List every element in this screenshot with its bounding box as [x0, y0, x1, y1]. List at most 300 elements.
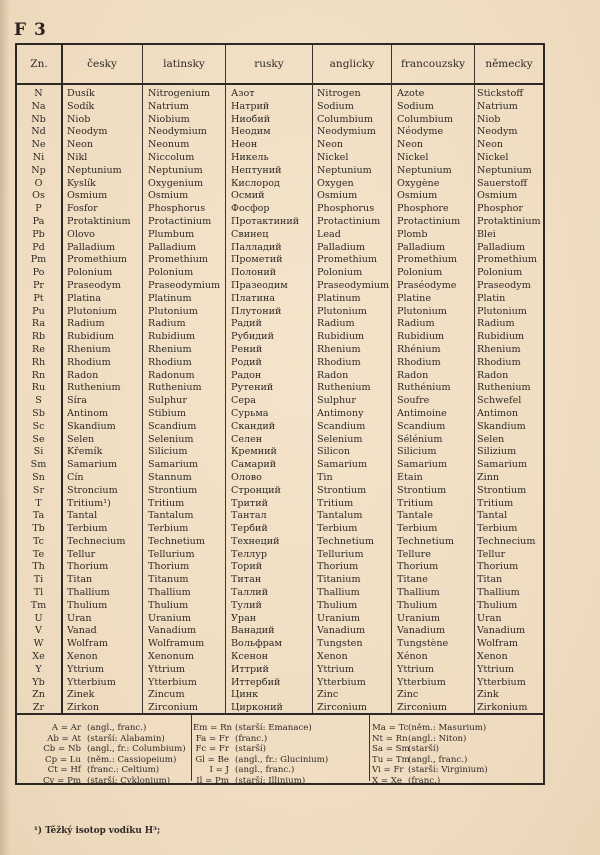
cell-czech: Křemík	[67, 446, 103, 458]
legend-note: (angl., franc.)	[408, 754, 468, 765]
cell-german: Radon	[477, 369, 509, 381]
cell-english: Sodium	[317, 100, 354, 112]
cell-symbol: Ne	[31, 139, 46, 151]
cell-latin: Tantalum	[148, 510, 194, 522]
cell-czech: Stroncium	[67, 484, 118, 496]
cell-symbol: Ni	[32, 151, 45, 163]
table-row	[17, 267, 543, 280]
cell-russian: Цирконий	[231, 702, 283, 714]
cell-czech: Promethium	[67, 254, 127, 266]
legend-note: (angl., franc.)	[235, 765, 295, 775]
cell-czech: Ruthenium	[67, 382, 121, 394]
legend-item	[193, 744, 328, 755]
cell-french: Ytterbium	[397, 676, 446, 688]
table-row	[17, 421, 543, 434]
legend-note: (starší: Alabamin)	[87, 733, 165, 744]
cell-symbol: Te	[32, 548, 45, 560]
cell-symbol: Xe	[32, 651, 45, 663]
cell-czech: Thorium	[67, 561, 109, 573]
cell-english: Titanium	[317, 574, 361, 586]
cell-czech: Rhenium	[67, 343, 111, 355]
cell-symbol: Y	[35, 663, 42, 675]
cell-czech: Samarium	[67, 459, 118, 471]
legend-note: (starší: Illinium)	[235, 775, 306, 786]
cell-latin: Terbium	[148, 523, 189, 535]
cell-latin: Phosphorus	[148, 203, 206, 215]
cell-german: Neptunium	[477, 164, 532, 176]
cell-french: Zirconium	[397, 702, 447, 714]
cell-russian: Самарий	[231, 459, 277, 471]
cell-english: Palladium	[317, 241, 366, 253]
cell-french: Tantale	[397, 510, 433, 522]
cell-french: Zinc	[397, 689, 419, 701]
legend-item	[193, 723, 328, 734]
legend-item	[17, 734, 186, 745]
cell-symbol: Se	[32, 433, 45, 445]
cell-english: Neon	[317, 139, 344, 151]
cell-french: Titane	[397, 574, 428, 586]
table-row	[17, 587, 543, 600]
cell-french: Tritium	[397, 497, 434, 509]
legend-note: (franc.)	[235, 733, 268, 744]
cell-latin: Thorium	[148, 561, 190, 573]
legend-item	[17, 723, 186, 734]
cell-english: Oxygen	[317, 177, 354, 189]
cell-latin: Plutonium	[148, 305, 198, 317]
cell-german: Stickstoff	[477, 88, 524, 99]
cell-symbol: Nd	[31, 126, 46, 138]
cell-russian: Азот	[231, 88, 255, 99]
cell-czech: Neon	[67, 139, 94, 151]
cell-german: Zink	[477, 689, 499, 701]
cell-czech: Terbium	[67, 523, 108, 535]
cell-german: Tritium	[477, 497, 514, 509]
cell-german: Schwefel	[477, 395, 522, 407]
cell-latin: Zincum	[148, 689, 185, 701]
cell-symbol: Si	[33, 446, 44, 458]
table-row	[17, 638, 543, 651]
cell-latin: Strontium	[148, 484, 198, 496]
cell-german: Praseodym	[477, 279, 531, 291]
legend-item	[372, 765, 488, 776]
cell-french: Uranium	[397, 612, 440, 624]
cell-symbol: T	[35, 497, 42, 509]
cell-german: Radium	[477, 318, 515, 330]
legend-equivalence: X = Xe	[372, 775, 402, 786]
cell-czech: Tellur	[67, 548, 96, 560]
cell-symbol: Ra	[31, 318, 46, 330]
cell-english: Radium	[317, 318, 355, 330]
cell-russian: Натрий	[231, 100, 270, 112]
cell-german: Ytterbium	[477, 676, 526, 688]
legend-column	[372, 723, 488, 786]
cell-german: Skandium	[477, 420, 526, 432]
cell-german: Nickel	[477, 151, 509, 163]
cell-latin: Rubidium	[148, 331, 196, 343]
cell-czech: Fosfor	[67, 203, 98, 215]
cell-russian: Радон	[231, 369, 262, 381]
cell-english: Nickel	[317, 151, 349, 163]
legend-equivalence: Cy = Pm	[42, 775, 81, 786]
legend-divider	[191, 715, 192, 781]
cell-german: Thallium	[477, 587, 520, 599]
cell-czech: Cín	[67, 471, 84, 483]
cell-french: Oxygène	[397, 177, 440, 189]
cell-symbol: Pd	[32, 241, 45, 253]
cell-symbol: Np	[31, 164, 46, 176]
header-russian: rusky	[254, 58, 284, 70]
cell-latin: Stannum	[148, 471, 192, 483]
cell-russian: Вольфрам	[231, 638, 282, 650]
cell-latin: Thulium	[148, 599, 189, 611]
cell-latin: Natrium	[148, 100, 189, 112]
legend-item	[193, 755, 328, 766]
legend-equivalence: Vi = Fr	[372, 765, 404, 775]
cell-english: Radon	[317, 369, 349, 381]
cell-german: Palladium	[477, 241, 526, 253]
legend-equivalence: A = Ar	[51, 723, 81, 733]
cell-german: Niob	[477, 113, 501, 125]
cell-english: Yttrium	[317, 663, 354, 675]
cell-french: Columbium	[397, 113, 453, 125]
cell-english: Thorium	[317, 561, 359, 573]
cell-latin: Ruthenium	[148, 382, 202, 394]
table-row	[17, 165, 543, 178]
cell-english: Samarium	[317, 459, 368, 471]
cell-french: Neon	[397, 139, 424, 151]
symbol-legend	[17, 715, 543, 786]
cell-symbol: Na	[31, 100, 46, 112]
cell-russian: Рубидий	[231, 331, 274, 343]
legend-note: (angl., fr.: Columbium)	[87, 744, 186, 754]
cell-french: Protactinium	[397, 215, 461, 227]
cell-symbol: Tc	[32, 535, 45, 547]
cell-symbol: O	[34, 177, 43, 189]
cell-latin: Tritium	[148, 497, 185, 509]
cell-latin: Thallium	[148, 587, 191, 599]
cell-english: Tellurium	[317, 548, 364, 560]
cell-czech: Rubidium	[67, 331, 115, 343]
cell-russian: Свинец	[231, 228, 269, 240]
cell-symbol: Po	[32, 267, 45, 279]
cell-english: Strontium	[317, 484, 367, 496]
table-row	[17, 203, 543, 216]
cell-symbol: Ta	[32, 510, 45, 522]
cell-french: Radium	[397, 318, 435, 330]
cell-russian: Полоний	[231, 267, 277, 279]
cell-russian: Радий	[231, 318, 262, 330]
cell-russian: Стронций	[231, 484, 281, 496]
table-row	[17, 229, 543, 242]
cell-french: Palladium	[397, 241, 446, 253]
cell-symbol: Re	[32, 343, 45, 355]
cell-latin: Niobium	[148, 113, 190, 125]
cell-german: Platin	[477, 292, 506, 304]
cell-czech: Skandium	[67, 420, 116, 432]
legend-note: (angl., franc.)	[87, 723, 147, 733]
cell-symbol: Rb	[31, 331, 46, 343]
legend-equivalence: Tu = Tm	[372, 754, 410, 765]
cell-english: Uranium	[317, 612, 360, 624]
cell-symbol: Sm	[30, 459, 47, 471]
cell-symbol: Sb	[32, 407, 45, 419]
cell-english: Zinc	[317, 689, 339, 701]
cell-czech: Neodym	[67, 126, 108, 138]
table-row	[17, 382, 543, 395]
cell-czech: Radium	[67, 318, 105, 330]
cell-latin: Plumbum	[148, 228, 195, 240]
legend-item	[193, 765, 328, 776]
legend-item	[193, 734, 328, 745]
table-row	[17, 101, 543, 114]
cell-czech: Thallium	[67, 587, 110, 599]
legend-note: (něm.: Cassiopeium)	[87, 754, 177, 765]
cell-symbol: Nb	[31, 113, 46, 125]
cell-german: Vanadium	[477, 625, 526, 637]
legend-item	[372, 755, 488, 766]
cell-latin: Sulphur	[148, 395, 187, 407]
cell-french: Radon	[397, 369, 429, 381]
cell-french: Polonium	[397, 267, 443, 279]
cell-russian: Тантал	[231, 510, 267, 522]
cell-english: Ruthenium	[317, 382, 371, 394]
cell-symbol: Sr	[32, 484, 45, 496]
cell-german: Rubidium	[477, 331, 525, 343]
cell-symbol: Pu	[32, 305, 45, 317]
cell-czech: Kyslík	[67, 177, 96, 189]
cell-german: Tantal	[477, 510, 508, 522]
cell-french: Terbium	[397, 523, 438, 535]
cell-symbol: Pr	[32, 279, 45, 291]
table-header	[17, 45, 543, 85]
cell-czech: Praseodym	[67, 279, 121, 291]
cell-english: Selenium	[317, 433, 363, 445]
table-row	[17, 613, 543, 626]
table-row	[17, 485, 543, 498]
cell-english: Promethium	[317, 254, 377, 266]
table-row	[17, 370, 543, 383]
table-row	[17, 434, 543, 447]
cell-czech: Zirkon	[67, 702, 100, 714]
cell-symbol: S	[35, 395, 42, 407]
cell-french: Antimoine	[397, 407, 447, 419]
table-row	[17, 216, 543, 229]
cell-english: Praseodymium	[317, 279, 390, 291]
legend-note: (franc.: Celtium)	[87, 765, 160, 775]
cell-symbol: Pb	[32, 228, 45, 240]
cell-symbol: Sn	[32, 471, 45, 483]
cell-symbol: Ru	[31, 382, 46, 394]
cell-latin: Neonum	[148, 139, 190, 151]
cell-english: Nitrogen	[317, 88, 361, 99]
legend-equivalence: Fa = Fr	[195, 733, 229, 744]
cell-latin: Promethium	[148, 254, 208, 266]
cell-french: Yttrium	[397, 663, 434, 675]
cell-german: Thorium	[477, 561, 519, 573]
header-french: francouzsky	[400, 58, 466, 70]
table-row	[17, 561, 543, 574]
header-latin: latinsky	[163, 58, 205, 70]
table-row	[17, 293, 543, 306]
cell-russian: Плутоний	[231, 305, 282, 317]
table-row	[17, 408, 543, 421]
cell-german: Selen	[477, 433, 505, 445]
cell-french: Samarium	[397, 459, 448, 471]
cell-english: Neodymium	[317, 126, 376, 138]
cell-french: Xénon	[397, 651, 428, 663]
cell-czech: Plutonium	[67, 305, 117, 317]
cell-latin: Nitrogenium	[148, 88, 211, 99]
legend-divider	[369, 715, 370, 781]
cell-french: Rhénium	[397, 343, 441, 355]
cell-french: Praséodyme	[397, 279, 457, 291]
cell-russian: Сурьма	[231, 407, 269, 419]
table-row	[17, 651, 543, 664]
cell-latin: Samarium	[148, 459, 199, 471]
cell-russian: Неодим	[231, 126, 271, 138]
cell-symbol: Rn	[31, 369, 46, 381]
cell-german: Ruthenium	[477, 382, 531, 394]
table-row	[17, 331, 543, 344]
cell-english: Antimony	[317, 407, 364, 419]
cell-latin: Osmium	[148, 190, 189, 202]
cell-german: Rhodium	[477, 356, 521, 368]
cell-latin: Wolframum	[148, 638, 205, 650]
cell-english: Lead	[317, 228, 341, 240]
cell-english: Rhodium	[317, 356, 361, 368]
cell-czech: Yttrium	[67, 663, 104, 675]
cell-symbol: Os	[32, 190, 45, 202]
cell-french: Azote	[397, 88, 425, 99]
cell-symbol: W	[33, 638, 44, 650]
cell-latin: Rhenium	[148, 343, 192, 355]
cell-czech: Protaktinium	[67, 215, 131, 227]
legend-equivalence: Sa = Sm	[372, 744, 410, 754]
table-row	[17, 664, 543, 677]
legend-equivalence: Cb = Nb	[43, 744, 81, 754]
table-row	[17, 280, 543, 293]
cell-russian: Иттрий	[231, 663, 269, 675]
cell-czech: Osmium	[67, 190, 108, 202]
cell-english: Platinum	[317, 292, 361, 304]
cell-czech: Dusík	[67, 88, 95, 99]
cell-czech: Sodík	[67, 100, 95, 112]
cell-french: Rubidium	[397, 331, 445, 343]
legend-equivalence: Em = Rn	[193, 723, 233, 733]
cell-russian: Никель	[231, 151, 269, 163]
cell-russian: Ванадий	[231, 625, 275, 637]
cell-french: Néodyme	[397, 126, 444, 138]
cell-german: Promethium	[477, 254, 537, 266]
cell-russian: Тритий	[231, 497, 269, 509]
legend-item	[193, 776, 328, 787]
table-row	[17, 523, 543, 536]
cell-czech: Olovo	[67, 228, 95, 240]
table-row	[17, 114, 543, 127]
cell-german: Neodym	[477, 126, 518, 138]
cell-french: Thulium	[397, 599, 438, 611]
cell-czech: Palladium	[67, 241, 116, 253]
cell-english: Rhenium	[317, 343, 361, 355]
legend-column	[17, 723, 186, 786]
cell-german: Zinn	[477, 471, 500, 483]
cell-french: Thallium	[397, 587, 440, 599]
table-row	[17, 344, 543, 357]
table-row	[17, 549, 543, 562]
table-row	[17, 242, 543, 255]
legend-item	[17, 744, 186, 755]
cell-russian: Иттербий	[231, 676, 281, 688]
cell-english: Vanadium	[317, 625, 366, 637]
cell-czech: Nikl	[67, 151, 88, 163]
cell-english: Polonium	[317, 267, 363, 279]
cell-symbol: Ti	[33, 574, 44, 586]
table-row	[17, 88, 543, 101]
cell-latin: Tellurium	[148, 548, 195, 560]
cell-german: Rhenium	[477, 343, 521, 355]
cell-latin: Zirconium	[148, 702, 198, 714]
cell-russian: Цинк	[231, 689, 259, 701]
cell-latin: Praseodymium	[148, 279, 221, 291]
cell-russian: Прометий	[231, 254, 283, 266]
cell-czech: Síra	[67, 395, 87, 407]
cell-russian: Уран	[231, 612, 257, 624]
cell-french: Neptunium	[397, 164, 452, 176]
cell-symbol: Pt	[33, 292, 44, 304]
cell-russian: Фосфор	[231, 203, 270, 215]
cell-latin: Radonum	[148, 369, 195, 381]
legend-note: (starší: Cyklonium)	[87, 775, 171, 786]
cell-russian: Сера	[231, 395, 256, 407]
table-row	[17, 126, 543, 139]
cell-french: Promethium	[397, 254, 457, 266]
cell-symbol: Zr	[32, 702, 45, 714]
cell-english: Ytterbium	[317, 676, 366, 688]
cell-czech: Xenon	[67, 651, 98, 663]
cell-czech: Selen	[67, 433, 95, 445]
cell-german: Phosphor	[477, 203, 524, 215]
legend-equivalence: Fc = Fr	[195, 744, 229, 754]
cell-french: Scandium	[397, 420, 446, 432]
cell-english: Plutonium	[317, 305, 367, 317]
header-german: německy	[485, 58, 533, 70]
cell-russian: Селен	[231, 433, 263, 445]
cell-english: Zirconium	[317, 702, 367, 714]
cell-german: Wolfram	[477, 638, 519, 650]
cell-symbol: Tb	[32, 523, 45, 535]
legend-equivalence: Il = Pm	[196, 775, 229, 786]
legend-equivalence: Ct = Hf	[47, 765, 81, 775]
cell-latin: Technetium	[148, 535, 205, 547]
cell-czech: Technecium	[67, 535, 126, 547]
cell-latin: Platinum	[148, 292, 192, 304]
cell-english: Thallium	[317, 587, 360, 599]
cell-russian: Титан	[231, 574, 262, 586]
table-row	[17, 139, 543, 152]
cell-czech: Vanad	[67, 625, 97, 637]
legend-item	[372, 734, 488, 745]
legend-equivalence: Ab = At	[47, 733, 81, 744]
cell-latin: Selenium	[148, 433, 194, 445]
cell-french: Silicium	[397, 446, 437, 458]
cell-latin: Neodymium	[148, 126, 207, 138]
cell-german: Samarium	[477, 459, 528, 471]
cell-czech: Wolfram	[67, 638, 109, 650]
cell-russian: Скандий	[231, 420, 276, 432]
cell-french: Technetium	[397, 535, 454, 547]
table-row	[17, 472, 543, 485]
cell-english: Technetium	[317, 535, 374, 547]
